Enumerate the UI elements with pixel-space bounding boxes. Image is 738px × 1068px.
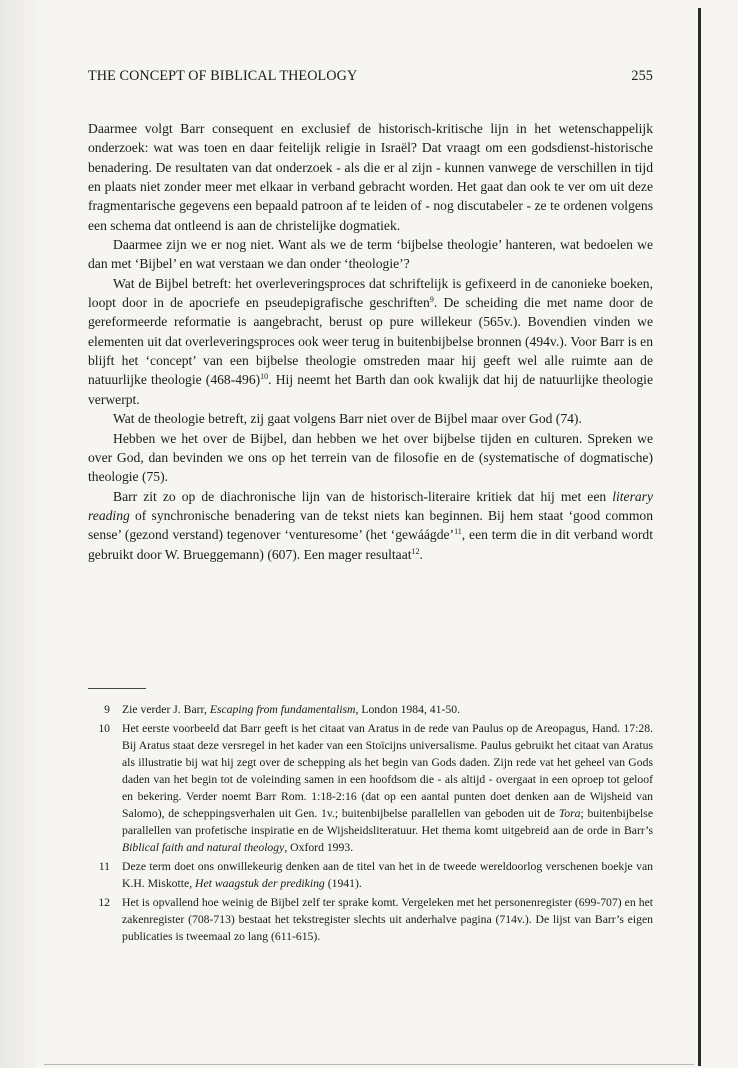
paragraph-3-text-a: Wat de Bijbel betreft: het overleveringsproces dat schriftelijk is gefixeerd in de canonieke boeken, loopt door in de apocriefe en pseudepigrafische geschriften xyxy=(88,275,653,311)
paragraph-3-text-c: . Hij neemt het Barth dan ook kwalijk dat hij de natuurlijke theologie verwerpt. xyxy=(88,372,653,407)
paragraph-3 xyxy=(88,274,653,409)
footnote-number: 11 xyxy=(98,860,110,873)
footnotes xyxy=(88,701,653,947)
footnote-ref-11[interactable]: 11 xyxy=(454,527,462,537)
paragraph-6-text-b: of synchronische benadering van de tekst niets kan beginnen. Bij hem staat ‘good common sense’ (gezond verstand) tegenover ‘venturesome’ (het ‘gewáágde’ xyxy=(88,507,653,543)
footnote-10-text-c: , Oxford 1993. xyxy=(284,841,354,854)
footnote-number: 9 xyxy=(104,703,110,716)
footnote-ref-9[interactable]: 9 xyxy=(429,295,434,305)
scan-margin-shadow xyxy=(0,0,36,1068)
footnote-number: 10 xyxy=(98,722,110,735)
paragraph-1: Daarmee volgt Barr consequent en exclusief de historisch-kritische lijn in het wetenschappelijk onderzoek: wat was toen en daar feitelijk religie in Israël? Dat vraagt om een godsdienst-historische benadering. De resultaten van dat onderzoek - als die er al zijn - kunnen vanwege de verschillen in tijd en plaats niet zonder meer met elkaar in verband gebracht worden. Het gaat dan ook te ver om uit deze fragmentarische gegevens een bepaald patroon af te leiden of - nog discutabeler - ze te ordenen volgens een schema dat ontleend is aan de christelijke dogmatiek. xyxy=(88,121,653,233)
footnote-12 xyxy=(88,894,653,945)
footnote-11-text-a: Deze term doet ons onwillekeurig denken aan de titel van het in de tweede wereldoorlog verschenen boekje van K.H. Miskotte, xyxy=(122,860,653,890)
footnote-text: Het is opvallend hoe weinig de Bijbel zelf ter sprake komt. Vergeleken met het personenregister (699-707) en het zakenregister (708-713) bestaat het tekstregister slechts uit anderhalve pagina (714v.). De lijst van Barr’s eigen publicaties is tweemaal zo lang (611-615). xyxy=(122,896,653,943)
footnote-9 xyxy=(88,701,653,718)
footnote-10-title: Biblical faith and natural theology xyxy=(122,841,285,854)
paragraph-4: Wat de theologie betreft, zij gaat volgens Barr niet over de Bijbel maar over God (74). xyxy=(113,411,582,427)
paragraph-2: Daarmee zijn we er nog niet. Want als we de term ‘bijbelse theologie’ hanteren, wat bedoelen we dan met ‘Bijbel’ en wat verstaan we dan onder ‘theologie’? xyxy=(88,237,653,272)
footnote-11-text-b: (1941). xyxy=(324,877,362,890)
paragraph-5: Hebben we het over de Bijbel, dan hebben we het over bijbelse tijden en culturen. Spreken we over God, dan bevinden we ons op het terrein van de filosofie en de (systematische of dogmatische) theologie (75). xyxy=(88,430,653,485)
paragraph-6-text-a: Barr zit zo op de diachronische lijn van de historisch-literaire kritiek dat hij met een xyxy=(113,488,613,504)
running-header xyxy=(88,68,653,88)
footnote-number: 12 xyxy=(98,896,110,909)
page-bottom-edge xyxy=(44,1064,694,1065)
page-number: 255 xyxy=(631,68,653,84)
page-edge-rule xyxy=(698,8,701,1066)
body-text xyxy=(88,119,653,564)
footnote-10-text-b: ; buitenbijbelse parallellen van profetische inspiratie en de Wijsheidsliteratuur. Het thema komt uitgebreid aan de orde in Barr’s xyxy=(122,807,654,837)
paragraph-6-text-c: , een term die in dit verband wordt gebruikt door W. Brueggemann) (607). Een mager resultaat xyxy=(88,527,653,562)
footnote-10 xyxy=(88,720,653,856)
page xyxy=(88,68,654,943)
footnote-10-emphasis-1: Tora xyxy=(558,807,581,820)
paragraph-3-text-b: . De scheiding die met name door de gereformeerde reformatie is aangebracht, berust op pure willekeur (565v.). Bovendien vinden we elementen uit dat overleveringsproces ook weer terug in buitenbijbelse bronnen (494v.). Voor Barr is en blijft het ‘concept’ van een bijbelse theologie omstreden maar hij geeft wel alle ruimte aan de natuurlijke theologie (468-496) xyxy=(88,295,653,388)
footnote-ref-12[interactable]: 12 xyxy=(411,546,420,556)
running-title: THE CONCEPT OF BIBLICAL THEOLOGY xyxy=(88,68,358,84)
paragraph-6 xyxy=(88,487,653,564)
footnote-text xyxy=(122,858,653,892)
paragraph-6-emphasis: literary reading xyxy=(88,488,653,523)
footnote-10-text-a: Het eerste voorbeeld dat Barr geeft is het citaat van Aratus in de rede van Paulus op de Areopagus, Hand. 17:28. Bij Aratus staat deze versregel in het kader van een Stoïcijns universalisme. Paulus gebruikt het citaat van Aratus als illustratie bij wat hij zegt over de schepping als het begin van Gods daden. Zijn rede vat het geheel van Gods daden van het begin tot de voleinding samen in een hoofdsom die - als altijd - overgaat in een oproep tot geloof en bekering. Verder noemt Barr Rom. 1:18-2:16 (dat op een aantal punten doet denken aan de Wijsheid van Salomo), de scheppingsverhalen uit Gen. 1v.; buitenbijbelse parallellen van geboden uit de xyxy=(122,722,653,820)
footnote-text xyxy=(122,720,653,856)
footnote-11 xyxy=(88,858,653,892)
footnote-11-title: Het waagstuk der prediking xyxy=(195,877,325,890)
footnote-separator xyxy=(88,688,146,689)
footnote-ref-10[interactable]: 10 xyxy=(260,372,269,382)
footnote-9-text-b: , London 1984, 41-50. xyxy=(355,703,460,716)
footnote-9-title: Escaping from fundamentalism xyxy=(209,703,356,716)
footnote-text xyxy=(122,701,653,718)
paragraph-6-text-d: . xyxy=(419,546,423,562)
footnote-9-text-a: Zie verder J. Barr, xyxy=(122,703,210,716)
